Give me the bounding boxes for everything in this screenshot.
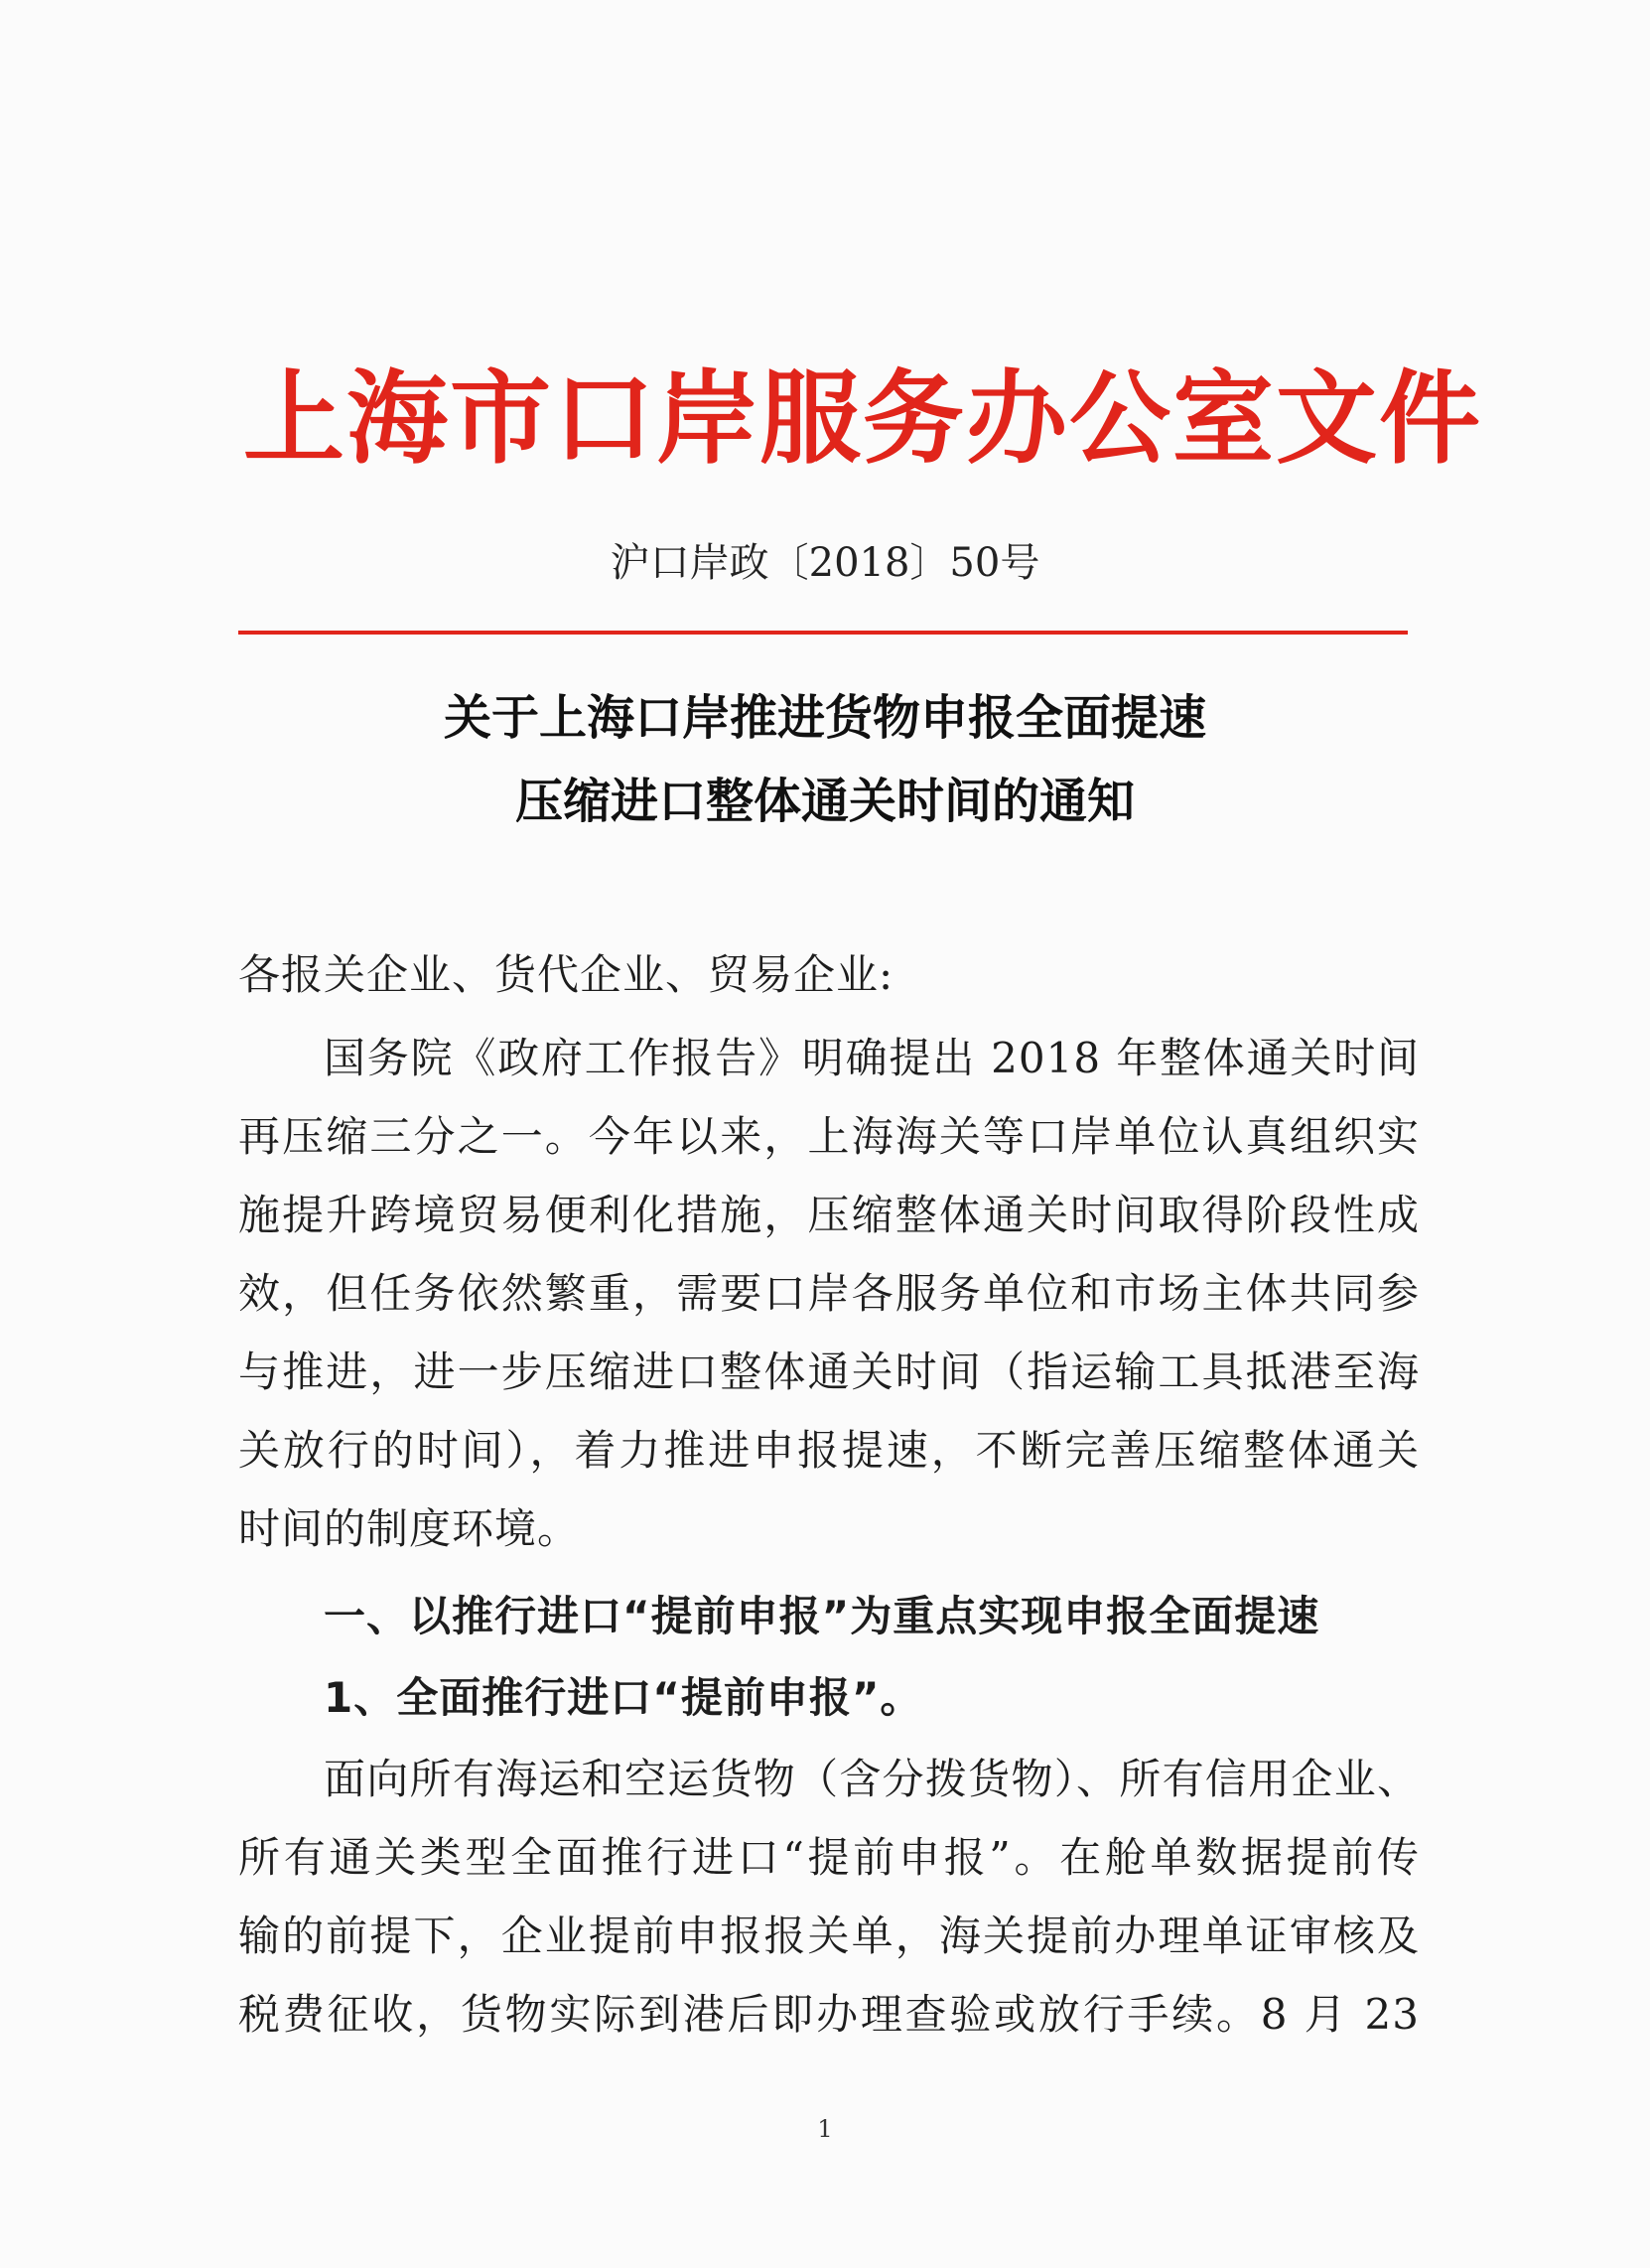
paragraph-1-line-2: 再压缩三分之一。今年以来，上海海关等口岸单位认真组织实 bbox=[238, 1112, 1420, 1161]
paragraph-1-line-5: 与推进，进一步压缩进口整体通关时间（指运输工具抵港至海 bbox=[238, 1347, 1420, 1396]
paragraph-1-line-7: 时间的制度环境。 bbox=[238, 1504, 581, 1553]
issuer-header: 上海市口岸服务办公室文件 bbox=[243, 359, 1482, 479]
document-number: 沪口岸政〔2018〕50号 bbox=[610, 540, 1040, 586]
paragraph-1-line-4: 效，但任务依然繁重，需要口岸各服务单位和市场主体共同参 bbox=[238, 1269, 1420, 1318]
paragraph-2-line-1: 面向所有海运和空运货物（含分拨货物）、所有信用企业、 bbox=[324, 1755, 1420, 1803]
paragraph-1-line-3: 施提升跨境贸易便利化措施，压缩整体通关时间取得阶段性成 bbox=[238, 1191, 1420, 1239]
paragraph-2-line-2: 所有通关类型全面推行进口“提前申报”。在舱单数据提前传 bbox=[238, 1833, 1420, 1882]
subsection-1-heading: 1、全面推行进口“提前申报”。 bbox=[324, 1673, 923, 1722]
page-number: 1 bbox=[817, 2115, 833, 2143]
paragraph-1-line-1: 国务院《政府工作报告》明确提出 2018 年整体通关时间 bbox=[324, 1034, 1420, 1082]
paragraph-2-line-4: 税费征收，货物实际到港后即办理查验或放行手续。8 月 23 bbox=[238, 1990, 1420, 2039]
section-1-heading: 一、以推行进口“提前申报”为重点实现申报全面提速 bbox=[324, 1592, 1320, 1640]
paragraph-2-line-3: 输的前提下，企业提前申报报关单，海关提前办理单证审核及 bbox=[238, 1912, 1420, 1960]
salutation: 各报关企业、货代企业、贸易企业: bbox=[238, 950, 894, 999]
notice-title-line-1: 关于上海口岸推进货物申报全面提速 bbox=[443, 690, 1206, 746]
paragraph-1-line-6: 关放行的时间），着力推进申报提速，不断完善压缩整体通关 bbox=[238, 1426, 1420, 1475]
red-divider-line bbox=[238, 631, 1408, 635]
notice-title-line-2: 压缩进口整体通关时间的通知 bbox=[514, 774, 1135, 829]
